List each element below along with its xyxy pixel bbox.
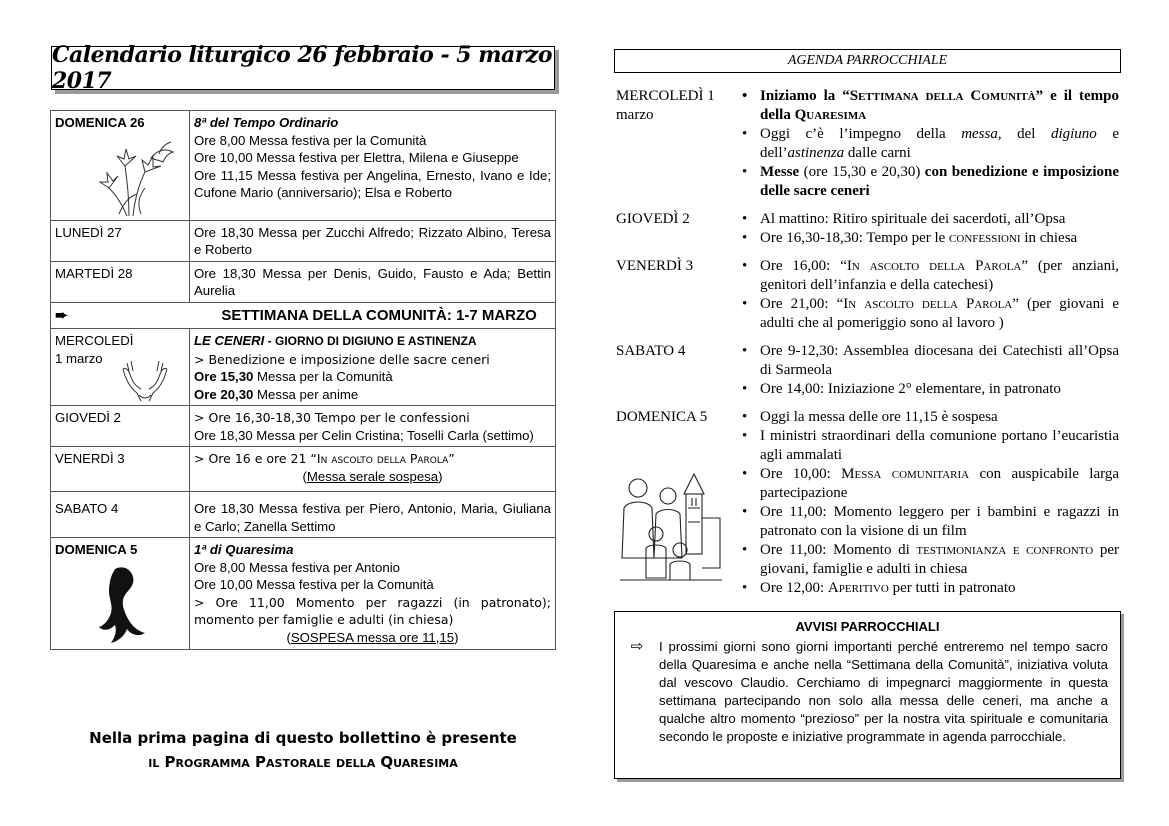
agenda-item: • Iniziamo la “Settimana della Comunità” e il tempo della Quaresima [736,87,1119,125]
mass-line: Ore 8,00 Messa festiva per Antonio [194,559,400,575]
liturgical-subtitle: - GIORNO DI DIGIUNO E ASTINENZA [264,334,477,348]
day-cell [51,447,190,492]
praying-hands-icon [117,359,173,403]
celebration-cell [190,261,556,302]
celebration-cell [190,538,556,650]
table-row [51,492,556,538]
mass-line: Ore 18,30 Messa per Zucchi Alfredo; Rizzato Albino, Teresa e Roberto [194,224,551,257]
notice-text: I prossimi giorni sono giorni importanti perché entreremo nel tempo sacro della Quaresima e anche nella “Settimana della Comunità”, iniziativa voluta dal vescovo Claudio. Cerchiamo di impegnarci maggiormente in questa settimana partecipando non solo alla messa delle ceneri, ma anche a qualche altro momento “prezioso” per la nostra vita spirituale e comunitaria secondo le proposte e iniziative programmate in agenda parrocchiale. [659,639,1108,744]
mass-line: Ore 18,30 Messa per Denis, Guido, Fausto e Ada; Bettin Aurelia [194,265,551,298]
agenda-item: • Oggi c’è l’impegno della messa, del digiuno e dell’astinenza dalle carni [736,125,1119,163]
day-label: MARTEDÌ 28 [55,265,133,281]
table-row [51,406,556,447]
liturgical-title: LE CENERI [194,333,265,348]
agenda-emphasis: confessioni [949,230,1021,246]
table-row [51,111,556,221]
lent-figure-icon [95,565,155,647]
day-cell [51,406,190,447]
week-banner-row [51,302,556,329]
agenda-item: • Ore 21,00: “In ascolto della Parola” (per giovani e adulti che al pomeriggio sono al lavoro ) [736,295,1119,333]
agenda-day [616,342,1119,399]
celebration-cell [190,492,556,538]
day-label: SABATO 4 [55,501,119,516]
day-label: GIOVEDÌ 2 [55,410,121,425]
arrow-right-icon: ⇨ [630,638,644,655]
suspended-note: Messa serale sospesa [306,468,439,484]
table-row [51,447,556,492]
mass-line: Ore 18,30 Messa per Celin Cristina; Toselli Carla (settimo) [194,427,534,443]
agenda-date: DOMENICA 5 [616,409,708,425]
suspended-note: SOSPESA messa ore 11,15 [290,629,455,645]
day-cell [51,220,190,261]
confession-line: > Ore 16,30-18,30 Tempo per le confessioni [194,410,470,425]
day-cell [51,261,190,302]
agenda-item: • Ore 11,00: Momento di testimonianza e confronto per giovani, famiglie e adulti in chiesa [736,541,1119,579]
listening-line: > Ore 16 e ore 21 “ [194,451,317,466]
agenda-emphasis: Quaresima [794,107,867,123]
parish-notices-box [614,611,1121,779]
paren-close: ) [438,468,443,484]
agenda-item: • Ore 9-12,30: Assemblea diocesana dei Catechisti all’Opsa di Sarmeola [736,342,1119,380]
mass-time: Ore 20,30 [194,386,254,402]
agenda-date: MERCOLEDÌ 1 marzo [616,88,715,123]
table-row [51,261,556,302]
day-label: VENERDÌ 3 [55,451,125,466]
day-label: DOMENICA 5 [55,542,138,557]
agenda-day [616,210,1119,248]
agenda-emphasis: Settimana della Comunità [849,88,1036,104]
paren-open: ( [286,629,291,645]
agenda-emphasis: Messa comunitaria [841,466,970,482]
mass-line: Ore 8,00 Messa festiva per la Comunità [194,132,427,148]
notices-title: AVVISI PARROCCHIALI [795,619,940,634]
meeting-line: > Ore 11,00 Momento per ragazzi (in patronato); momento per famiglie e adulti (in chiesa) [194,594,551,627]
agenda-day [616,87,1119,201]
quote-close: ” [448,451,455,466]
table-row [51,538,556,650]
agenda-item: • Ore 10,00: Messa comunitaria con auspicabile larga partecipazione [736,465,1119,503]
agenda-header: AGENDA PARROCCHIALE [614,49,1121,73]
mass-line: Ore 18,30 Messa festiva per Piero, Antonio, Maria, Giuliana e Carlo; Zanella Settimo [194,501,551,534]
mass-line: Ore 10,00 Messa festiva per Elettra, Milena e Giuseppe [194,150,519,165]
paren-open: ( [302,468,307,484]
agenda-item: • Ore 16,30-18,30: Tempo per le confessioni in chiesa [736,229,1119,248]
week-banner [51,302,556,329]
mass-line: Messa per la Comunità [253,369,393,384]
table-row [51,220,556,261]
mass-line: Ore 10,00 Messa festiva per la Comunità [194,577,434,592]
agenda-date: SABATO 4 [616,343,686,359]
footnote-program-line: il Programma Pastorale della Quaresima [148,753,458,771]
celebration-cell [190,111,556,221]
day-cell [51,329,190,406]
day-cell [51,111,190,221]
agenda-emphasis: In ascolto della Parola [843,296,1013,312]
celebration-cell [190,447,556,492]
agenda-emphasis: Aperitivo [827,580,889,596]
agenda-item: • Al mattino: Ritiro spirituale dei sacerdoti, all’Opsa [736,210,1119,229]
agenda-day [616,257,1119,333]
lilies-dove-icon [99,136,181,218]
liturgical-title: 1ª di Quaresima [194,542,294,557]
calendar-title: Calendario liturgico 26 febbraio - 5 marzo 2017 [52,42,553,94]
celebration-cell [190,220,556,261]
table-row [51,329,556,406]
agenda-item: • Ore 11,00: Momento leggero per i bambini e ragazzi in patronato con la visione di un film [736,503,1119,541]
agenda-emphasis: In ascolto della Parola [846,258,1022,274]
day-label: DOMENICA 26 [55,115,145,130]
celebration-cell [190,406,556,447]
mass-line: Messa per anime [253,386,359,402]
footnote-line: Nella prima pagina di questo bollettino è presente [89,729,517,747]
agenda-item: • Oggi la messa delle ore 11,15 è sospesa [736,408,1119,427]
mass-time: Ore 15,30 [194,369,254,384]
family-church-icon [616,468,726,584]
liturgical-calendar-table [50,110,556,650]
calendar-title-box [51,42,555,94]
mass-line: Ore 11,15 Messa festiva per Angelina, Ernesto, Ivano e Ide; Cufone Mario (anniversario); Elsa e Roberto [194,167,551,200]
day-cell [51,492,190,538]
agenda-item: • Messe (ore 15,30 e 20,30) con benedizione e imposizione delle sacre ceneri [736,163,1119,201]
day-label: MERCOLEDÌ 1 marzo [55,333,134,366]
bulletin-footnote [50,726,556,774]
agenda-item: • Ore 16,00: “In ascolto della Parola” (per anziani, genitori dell’infanzia e della catechesi) [736,257,1119,295]
day-cell [51,538,190,650]
week-banner-text: SETTIMANA DELLA COMUNITÀ: 1-7 MARZO [221,306,537,324]
arrow-right-icon: ➨ [55,306,68,324]
agenda-emphasis: testimonianza e confronto [916,542,1094,558]
agenda-date: VENERDÌ 3 [616,258,694,274]
agenda-item: • I ministri straordinari della comunione portano l’eucaristia agli ammalati [736,427,1119,465]
agenda-item: • Ore 14,00: Iniziazione 2° elementare, in patronato [736,380,1119,399]
agenda-date: GIOVEDÌ 2 [616,211,690,227]
day-label: LUNEDÌ 27 [55,224,122,240]
liturgical-title: 8ª del Tempo Ordinario [194,115,339,130]
agenda-item: • Ore 12,00: Aperitivo per tutti in patronato [736,579,1119,598]
rite-line: > Benedizione e imposizione delle sacre ceneri [194,351,490,367]
paren-close: ) [454,629,459,645]
celebration-cell [190,329,556,406]
listening-title: In ascolto della Parola [316,451,449,466]
